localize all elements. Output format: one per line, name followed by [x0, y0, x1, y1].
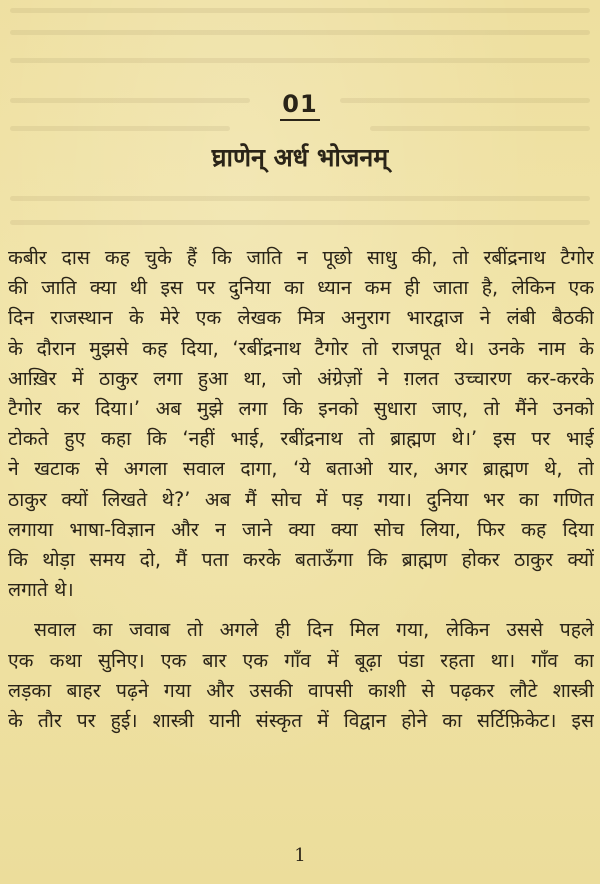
- paragraph: [8, 243, 594, 605]
- text-line: दिन राजस्थान के मेरे एक लेखक मित्र अनुराग भारद्वाज ने लंबी बैठकी: [8, 306, 594, 330]
- chapter-number-text: 01: [280, 90, 319, 121]
- text-line: टोकते हुए कहा कि ‘नहीं भाई, रबींद्रनाथ तो ब्राह्मण थे।’ इस पर भाई: [8, 427, 594, 451]
- chapter-number: [0, 90, 600, 121]
- text-line: लड़का बाहर पढ़ने गया और उसकी वापसी काशी से पढ़कर लौटे शास्त्री: [8, 678, 594, 702]
- paragraph: [8, 615, 594, 736]
- text-line: एक कथा सुनिए। एक बार एक गाँव में बूढ़ा पंडा रहता था। गाँव का: [8, 648, 594, 672]
- text-line: लगाते थे।: [8, 578, 74, 602]
- text-line: की जाति क्या थी इस पर दुनिया का ध्यान कम ही जाता है, लेकिन एक: [8, 276, 594, 300]
- text-line: कि थोड़ा समय दो, मैं पता करके बताऊँगा कि ब्राह्मण होकर ठाकुर क्यों: [8, 548, 594, 572]
- paragraph-gap: [8, 605, 594, 615]
- text-line: लगाया भाषा-विज्ञान और न जाने क्या क्या सोच लिया, फिर कह दिया: [8, 517, 594, 541]
- chapter-body: [8, 243, 594, 736]
- text-line: ने खटाक से अगला सवाल दागा, ‘ये बताओ यार, अगर ब्राह्मण थे, तो: [8, 457, 594, 481]
- text-line: के दौरान मुझसे कह दिया, ‘रबींद्रनाथ टैगोर तो राजपूत थे। उनके नाम के: [8, 336, 594, 360]
- text-line: के तौर पर हुई। शास्त्री यानी संस्कृत में विद्वान होने का सर्टिफ़िकेट। इस: [8, 709, 594, 733]
- chapter-title: घ्राणेन् अर्ध भोजनम्: [211, 143, 389, 172]
- text-line: ठाकुर क्यों लिखते थे?’ अब मैं सोच में पड़ गया। दुनिया भर का गणित: [8, 487, 594, 511]
- text-line: टैगोर कर दिया।’ अब मुझे लगा कि इनको सुधारा जाए, तो मैंने उनको: [8, 397, 594, 421]
- text-line: आख़िर में ठाकुर लगा हुआ था, जो अंग्रेज़ों ने ग़लत उच्चारण कर-करके: [8, 366, 594, 390]
- page-number: 1: [294, 845, 306, 866]
- text-line: सवाल का जवाब तो अगले ही दिन मिल गया, लेकिन उससे पहले: [34, 618, 594, 642]
- text-line: कबीर दास कह चुके हैं कि जाति न पूछो साधु की, तो रबींद्रनाथ टैगोर: [8, 246, 594, 269]
